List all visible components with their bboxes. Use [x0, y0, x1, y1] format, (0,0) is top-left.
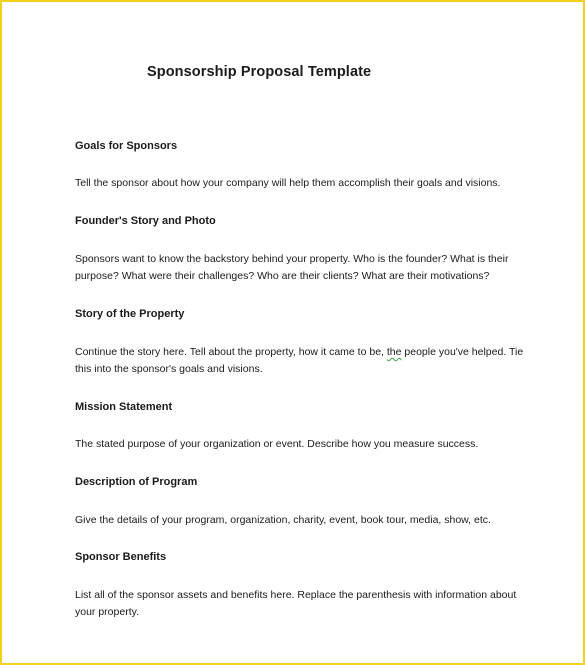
document-title: Sponsorship Proposal Template	[147, 64, 372, 80]
paragraph-line: your property.	[75, 606, 139, 618]
heading-description-of-program: Description of Program	[75, 476, 198, 488]
paragraph-line	[75, 344, 545, 361]
paragraph-story-of-property	[75, 344, 545, 378]
paragraph-line: List all of the sponsor assets and benefits here. Replace the parenthesis with information about	[75, 589, 517, 601]
paragraph-line: Tell the sponsor about how your company will help them accomplish their goals and visions.	[75, 177, 501, 189]
paragraph-description-of-program	[75, 512, 545, 529]
paragraph-mission-statement	[75, 436, 545, 453]
document-page	[2, 2, 583, 663]
paragraph-goals-for-sponsors	[75, 175, 545, 192]
paragraph-founders-story	[75, 251, 545, 285]
text-segment: Continue the story here. Tell about the property, how it came to be,	[75, 346, 387, 358]
heading-goals-for-sponsors: Goals for Sponsors	[75, 140, 178, 152]
paragraph-sponsor-benefits	[75, 587, 545, 621]
paragraph-line: this into the sponsor's goals and visions.	[75, 363, 263, 375]
heading-mission-statement: Mission Statement	[75, 401, 173, 413]
text-segment: people you've helped. Tie	[401, 346, 524, 358]
spellcheck-flagged-word[interactable]: the	[386, 346, 402, 358]
paragraph-line: Sponsors want to know the backstory behind your property. Who is the founder? What is their	[75, 253, 509, 265]
heading-story-of-property: Story of the Property	[75, 308, 185, 320]
paragraph-line: purpose? What were their challenges? Who are their clients? What are their motivations?	[75, 270, 490, 282]
paragraph-line: Give the details of your program, organization, charity, event, book tour, media, show, etc.	[75, 514, 491, 526]
heading-sponsor-benefits: Sponsor Benefits	[75, 551, 167, 563]
paragraph-line: The stated purpose of your organization or event. Describe how you measure success.	[75, 438, 479, 450]
heading-founders-story: Founder's Story and Photo	[75, 215, 216, 227]
